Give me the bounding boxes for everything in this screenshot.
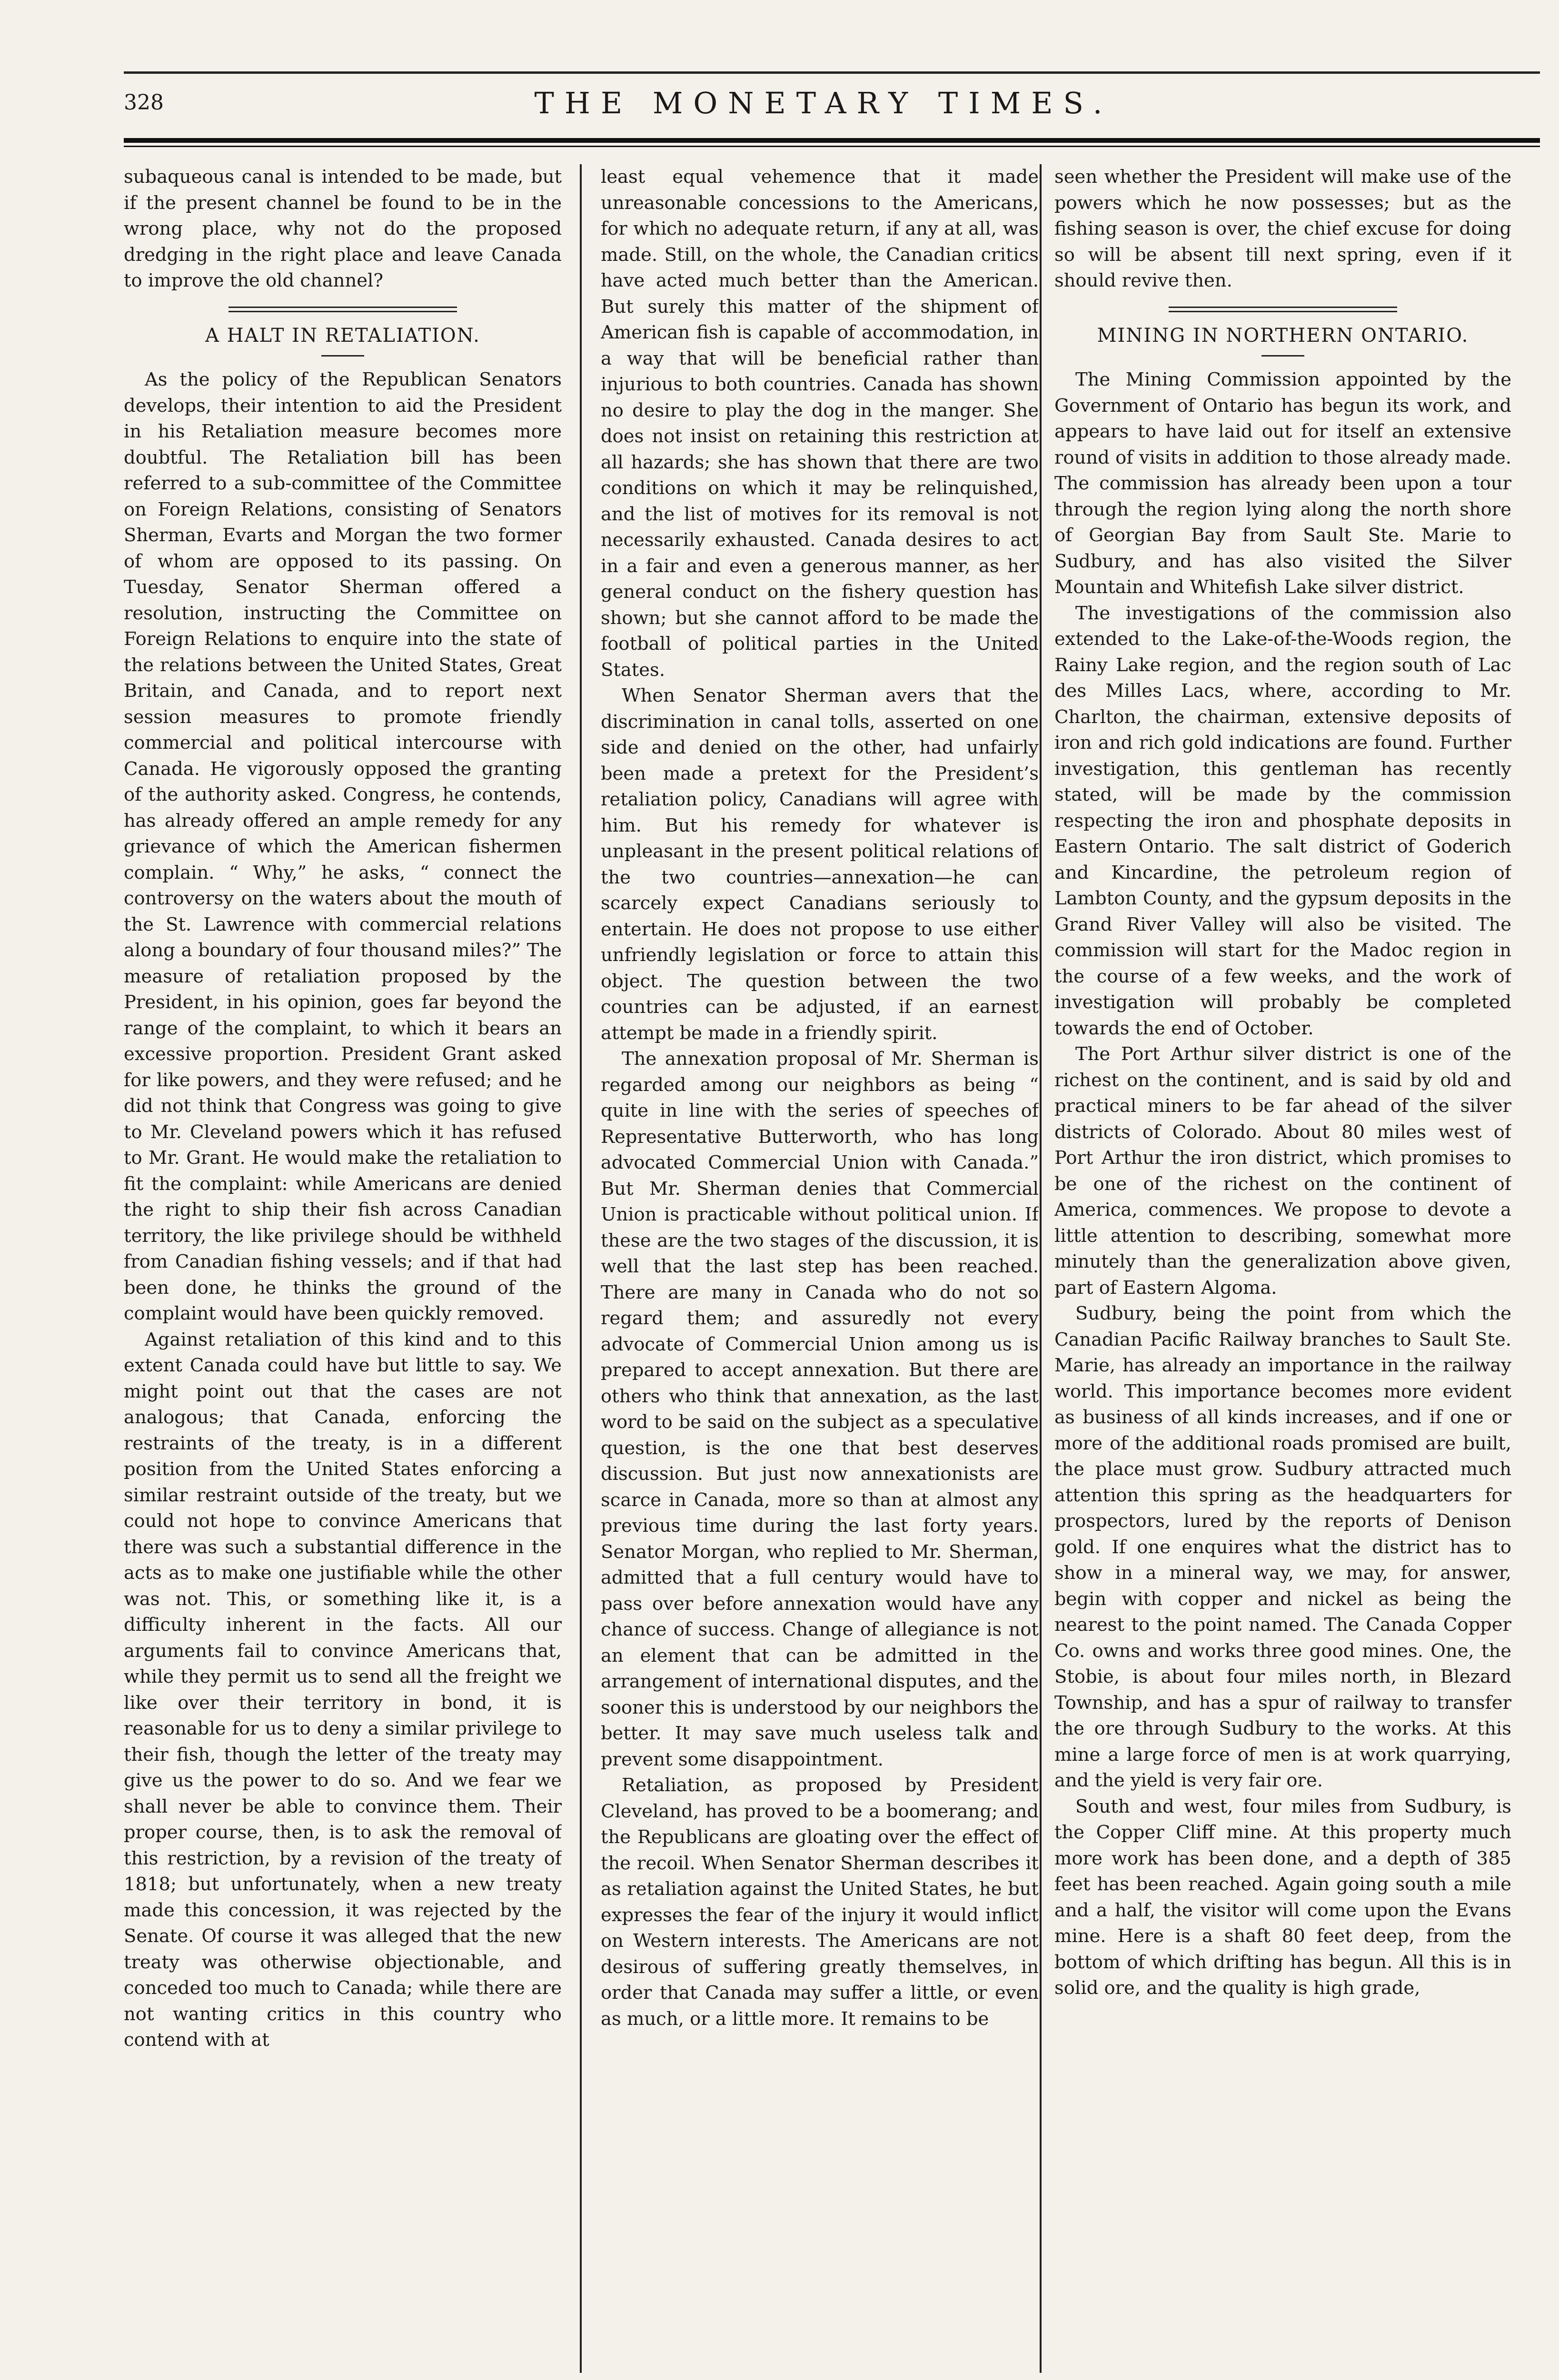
column-divider	[580, 164, 582, 2373]
column-2	[601, 164, 1039, 2373]
paragraph: As the policy of the Republican Senators develops, their intention to aid the President in his Retaliation measure becomes more doubtful. The Retaliation bill has been referred to a sub-committee of the Committee on Foreign Relations, consisting of Senators Sherman, Evarts and Morgan the two former of whom are opposed to its passing. On Tuesday, Senator Sherman offered a resolution, instructing the Committee on Foreign Relations to enquire into the state of the relations between the United States, Great Britain, and Canada, and to report next session measures to promote friendly commercial and political intercourse with Canada. He vigorously opposed the granting of the authority asked. Congress, he contends, has already offered an ample remedy for any grievance of which the American fishermen complain. “ Why,” he asks, “ connect the controversy on the waters about the mouth of the St. Lawrence with commercial relations along a boundary of four thousand miles?” The measure of retaliation proposed by the President, in his opinion, goes far beyond the range of the complaint, to which it bears an excessive proportion. President Grant asked for like powers, and they were refused; and he did not think that Congress was going to give to Mr. Cleveland powers which it has refused to Mr. Grant. He would make the retaliation to fit the complaint: while Americans are denied the right to ship their fish across Canadian territory, the like privilege should be withheld from Canadian fishing vessels; and if that had been done, he thinks the ground of the complaint would have been quickly removed.	[124, 369, 562, 1324]
heading-dash	[321, 355, 364, 357]
paragraph: Against retaliation of this kind and to this extent Canada could have but little to say. We might point out that the cases are not analogous; that Canada, enforcing the restraints of the treaty, is in a different position from the United States enforcing a similar restraint outside of the treaty, but we could not hope to convince Americans that there was such a substantial difference in the acts as to make one justifiable while the other was not. This, or something like it, is a difficulty inherent in the facts. All our arguments fail to convince Americans that, while they permit us to send all the freight we like over their territory in bond, it is reasonable for us to deny a similar privilege to their fish, though the letter of the treaty may give us the power to do so. And we fear we shall never be able to convince them. Their proper course, then, is to ask the removal of this restriction, by a revision of the treaty of 1818; but unfortunately, when a new treaty made this concession, it was rejected by the Senate. Of course it was alleged that the new treaty was otherwise objectionable, and conceded too much to Canada; while there are not wanting critics in this country who contend with at	[124, 1329, 562, 2051]
section-divider	[228, 307, 457, 312]
page-header	[124, 81, 1523, 133]
paragraph: least equal vehemence that it made unreasonable concessions to the Americans, for which no adequate return, if any at all, was made. Still, on the whole, the Canadian critics have acted much better than the American. But surely this matter of the shipment of American fish is capable of accommodation, in a way that will be beneficial rather than injurious to both countries. Canada has shown no desire to play the dog in the manger. She does not insist on retaining this restriction at all hazards; she has shown that there are two conditions on which it may be relinquished, and the list of motives for its removal is not necessarily exhausted. Canada desires to act in a fair and even a generous manner, as her general conduct on the fishery question has shown; but she cannot afford to be made the football of political parties in the United States.	[601, 166, 1039, 681]
header-rule-thick	[124, 138, 1540, 143]
paragraph: The Port Arthur silver district is one of the richest on the continent, and is said by old and practical miners to be far ahead of the silver districts of Colorado. About 80 miles west of Port Arthur the iron district, which promises to be one of the richest on the continent of America, commences. We propose to devote a little attention to describing, somewhat more minutely than the generalization above given, part of Eastern Algoma.	[1054, 1043, 1511, 1299]
column-divider	[1040, 164, 1042, 2373]
page-number: 328	[124, 90, 164, 115]
article-heading: MINING IN NORTHERN ONTARIO.	[1097, 324, 1469, 347]
column-3	[1054, 164, 1511, 2373]
top-border	[124, 71, 1540, 74]
section-divider	[1169, 307, 1397, 312]
paragraph: The annexation proposal of Mr. Sherman is regarded among our neighbors as being “ quite in line with the series of speeches of Representative Butterworth, who has long advocated Commercial Union with Canada.” But Mr. Sherman denies that Commercial Union is practicable without political union. If these are the two stages of the discussion, it is well that the last step has been reached. There are many in Canada who do not so regard them; and assuredly not every advocate of Commercial Union among us is prepared to accept annexation. But there are others who think that annexation, as the last word to be said on the subject as a speculative question, is the one that best deserves discussion. But just now annexationists are scarce in Canada, more so than at almost any previous time during the last forty years. Senator Morgan, who replied to Mr. Sherman, admitted that a full century would have to pass over before annexation would have any chance of success. Change of allegiance is not an element that can be admitted in the arrangement of international disputes, and the sooner this is understood by our neighbors the better. It may save much useless talk and prevent some disappointment.	[601, 1048, 1039, 1770]
article-heading: A HALT IN RETALIATION.	[205, 324, 480, 347]
paragraph: When Senator Sherman avers that the discrimination in canal tolls, asserted on one side and denied on the other, had unfairly been made a pretext for the President’s retaliation policy, Canadians will agree with him. But his remedy for whatever is unpleasant in the present political relations of the two countries—annexation—he can scarcely expect Canadians seriously to entertain. He does not propose to use either unfriendly legislation or force to attain this object. The question between the two countries can be adjusted, if an earnest attempt be made in a friendly spirit.	[601, 685, 1039, 1044]
paragraph: The Mining Commission appointed by the Government of Ontario has begun its work, and appears to have laid out for itself an extensive round of visits in addition to those already made. The commission has already been upon a tour through the region lying along the north shore of Georgian Bay from Sault Ste. Marie to Sudbury, and has also visited the Silver Mountain and Whitefish Lake silver district.	[1054, 369, 1511, 598]
masthead-title: THE MONETARY TIMES.	[534, 86, 1113, 120]
paragraph: Retaliation, as proposed by President Cleveland, has proved to be a boomerang; and the Republicans are gloating over the effect of the recoil. When Senator Sherman describes it as retaliation against the United States, he but expresses the fear of the injury it would inflict on Western interests. The Americans are not desirous of suffering greatly themselves, in order that Canada may suffer a little, or even as much, or a little more. It remains to be	[601, 1775, 1039, 2030]
paragraph: Sudbury, being the point from which the Canadian Pacific Railway branches to Sault Ste. Marie, has already an importance in the railway world. This importance becomes more evident as business of all kinds increases, and if one or more of the additional roads promised are built, the place must grow. Sudbury attracted much attention this spring as the headquarters for prospectors, lured by the reports of Denison gold. If one enquires what the district has to show in a mineral way, we may, for answer, begin with copper and nickel as being the nearest to the point named. The Canada Copper Co. owns and works three good mines. One, the Stobie, is about four miles north, in Blezard Township, and has a spur of railway to transfer the ore through Sudbury to the works. At this mine a large force of men is at work quarrying, and the yield is very fair ore.	[1054, 1303, 1511, 1791]
paragraph: South and west, four miles from Sudbury, is the Copper Cliff mine. At this property much more work has been done, and a depth of 385 feet has been reached. Again going south a mile and a half, the visitor will come upon the Evans mine. Here is a shaft 80 feet deep, from the bottom of which drifting has begun. All this is in solid ore, and the quality is high grade,	[1054, 1795, 1511, 1999]
paragraph: seen whether the President will make use of the powers which he now possesses; but as the fishing season is over, the chief excuse for doing so will be absent till next spring, even if it should revive then.	[1054, 166, 1511, 291]
paragraph: The investigations of the commission also extended to the Lake-of-the-Woods region, the Rainy Lake region, and the region south of Lac des Milles Lacs, where, according to Mr. Charlton, the chairman, extensive deposits of iron and rich gold indications are found. Further investigation, this gentleman has recently stated, will be made by the commission respecting the iron and phosphate deposits in Eastern Ontario. The salt district of Goderich and Kincardine, the petroleum region of Lambton County, and the gypsum deposits in the Grand River Valley will also be visited. The commission will start for the Madoc region in the course of a few weeks, and the work of investigation will probably be completed towards the end of October.	[1054, 602, 1511, 1039]
heading-dash	[1261, 355, 1304, 357]
paragraph: subaqueous canal is intended to be made, but if the present channel be found to be in the wrong place, why not do the proposed dredging in the right place and leave Canada to improve the old channel?	[124, 166, 562, 291]
header-rule-thin	[124, 146, 1540, 147]
column-1	[124, 164, 562, 2373]
